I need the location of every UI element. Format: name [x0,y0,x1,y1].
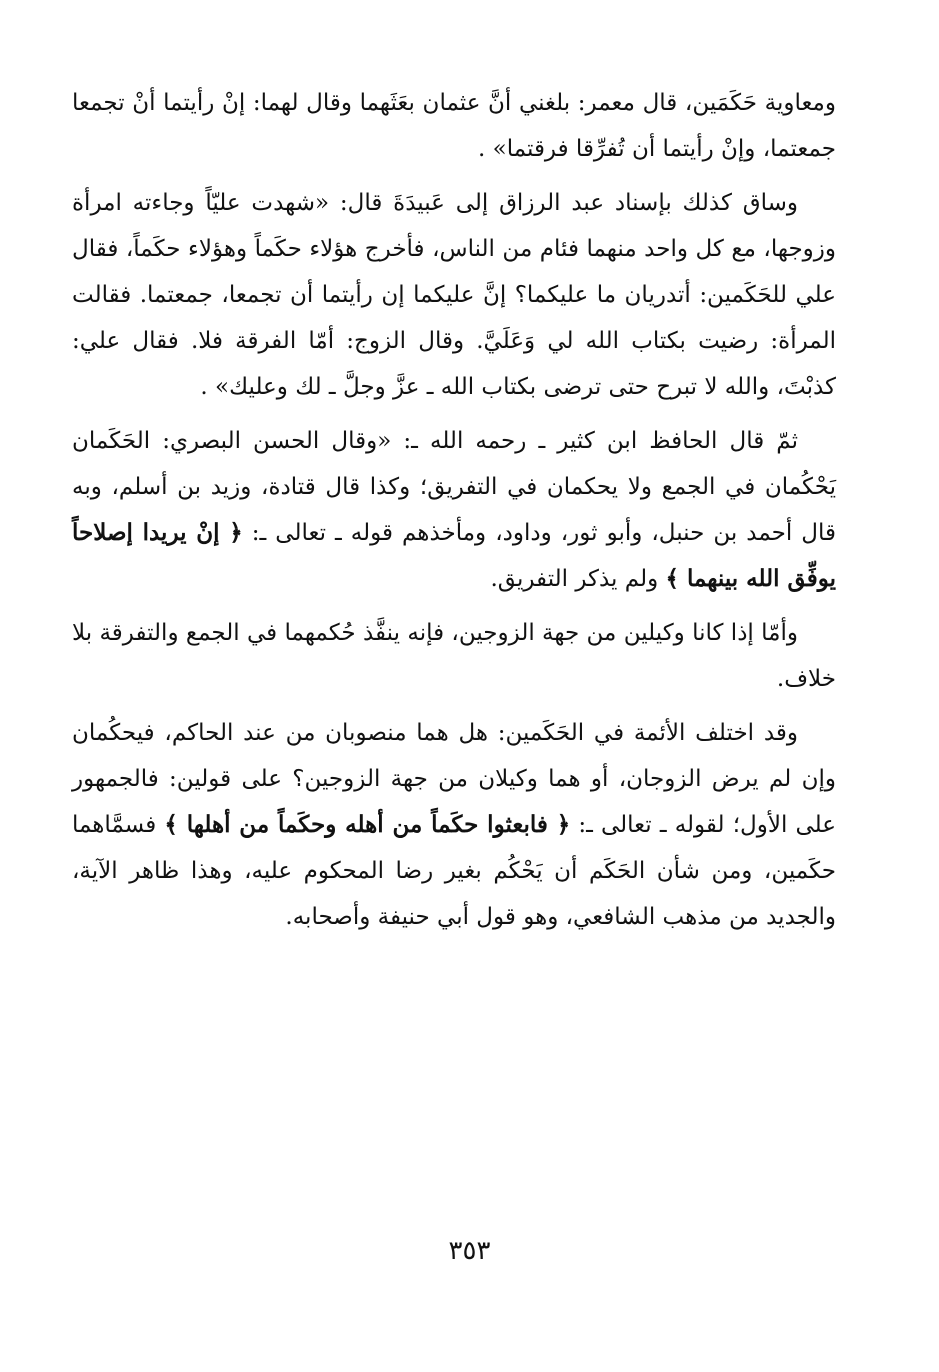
paragraph-5-text: وقد اختلف الأئمة في الحَكَمين: هل هما منصوبان من عند الحاكم، فيحكُمان وإن لم يرض الزوجان، أو هما وكيلان من جهة الزوجين؟ على قولين: فالجمهور على الأول؛ لقوله ـ تعالى ـ: [72,720,836,838]
paragraph-4-text: وأمّا إذا كانا وكيلين من جهة الزوجين، فإنه ينفَّذ حُكمهما في الجمع والتفرقة بلا خلاف. [72,620,836,692]
paragraph-4 [72,610,836,702]
paragraph-3-text-end: ولم يذكر التفريق. [490,566,666,592]
paragraph-1-text: ومعاوية حَكَمَين، قال معمر: بلغني أنَّ عثمان بعَثَهما وقال لهما: إنْ رأيتما أنْ تجمعا جمعتما، وإنْ رأيتما أن تُفرِّقا فرقتما» . [72,90,836,162]
paragraph-5-text-end: فسمَّاهما حكَمين، ومن شأن الحَكَم أن يَحْكُم بغير رضا المحكوم عليه، وهذا ظاهر الآية، والجديد من مذهب الشافعي، وهو قول أبي حنيفة وأصحابه. [72,812,836,930]
page-number: ٣٥٣ [448,1236,491,1266]
quran-verse: ﴿ إنْ يريدا إصلاحاً يوفِّق الله بينهما ﴾ [72,519,836,592]
page-body [72,80,836,948]
paragraph-1 [72,80,836,172]
paragraph-3 [72,418,836,602]
paragraph-2-text: وساق كذلك بإسناد عبد الرزاق إلى عَبيدَةَ قال: «شهدت عليّاً وجاءته امرأة وزوجها، مع كل واحد منهما فئام من الناس، فأخرج هؤلاء حكَماً وهؤلاء حكَماً، فقال علي للحَكَمين: أتدريان ما عليكما؟ إنَّ عليكما إن رأيتما أن تجمعا، جمعتما. فقالت المرأة: رضيت بكتاب الله لي وَعَلَيَّ. وقال الزوج: أمّا الفرقة فلا. فقال علي: كذبْتَ، والله لا تبرح حتى ترضى بكتاب الله ـ عزَّ وجلَّ ـ لك وعليك» . [72,190,836,400]
paragraph-3-text: ثمّ قال الحافظ ابن كثير ـ رحمه الله ـ: «وقال الحسن البصري: الحَكَمان يَحْكُمان في الجمع ولا يحكمان في التفريق؛ وكذا قال قتادة، وزيد بن أسلم، وبه قال أحمد بن حنبل، وأبو ثور، وداود، ومأخذهم قوله ـ تعالى ـ: [72,428,836,546]
quran-verse: ﴿ فابعثوا حكَماً من أهله وحكَماً من أهلها ﴾ [164,811,571,838]
paragraph-2 [72,180,836,410]
paragraph-5 [72,710,836,940]
